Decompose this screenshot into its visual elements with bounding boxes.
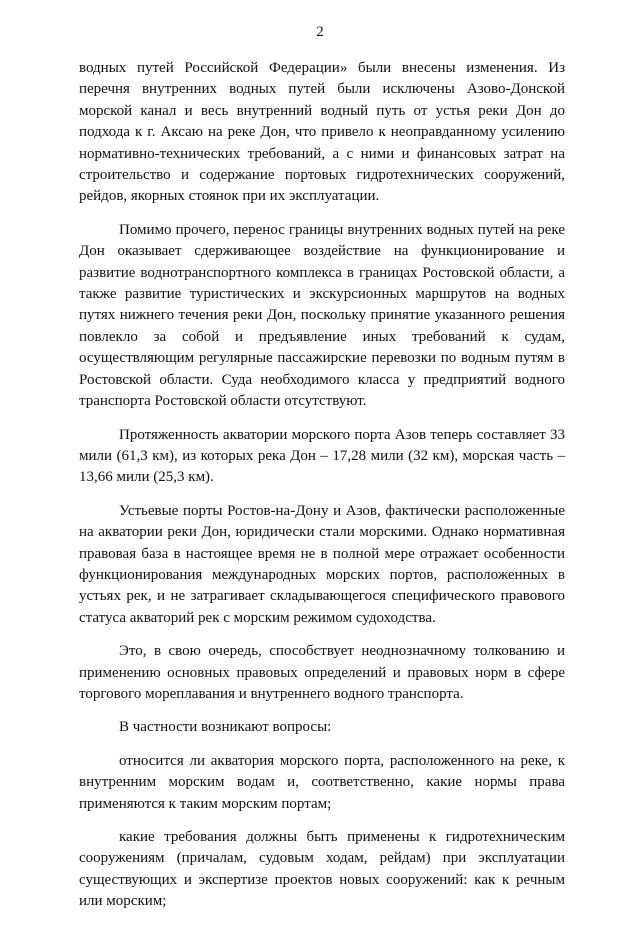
paragraph-question-1: относится ли акватория морского порта, расположенного на реке, к внутренним морским водам и, соответственно, какие нормы права применяются к таким морским портам;	[79, 752, 565, 812]
paragraph-continuation: водных путей Российской Федерации» были внесены изменения. Из перечня внутренних водных путей были исключены Азово-Донской морской канал и весь внутренний водный путь от устья реки Дон до подхода к г. Аксаю на реке Дон, что привело к неоправданному усилению нормативно-технических требований, а с ними и финансовых затрат на строительство и содержание портовых гидротехнических сооружений, рейдов, якорных стоянок при их эксплуатации.	[79, 60, 565, 205]
page-number: 2	[316, 24, 324, 40]
paragraph-questions-intro: В частности возникают вопросы:	[119, 719, 332, 736]
paragraph-estuary-ports: Устьевые порты Ростов-на-Дону и Азов, фактически расположенные на акватории реки Дон, юридически стали морскими. Однако нормативная правовая база в настоящее время не в полной мере отражает особенности функционирования международных морских портов, расположенных в устьях рек, и не затрагивает складывающегося специфического правового статуса акваторий рек с морским режимом судоходства.	[79, 502, 565, 626]
paragraph-question-2: какие требования должны быть применены к гидротехническим сооружениям (причалам, судовым ходам, рейдам) при эксплуатации существующих и экспертизе проектов новых сооружений: как к речным или морским;	[79, 829, 565, 910]
paragraph-azov-length: Протяженность акватории морского порта Азов теперь составляет 33 мили (61,3 км), из которых река Дон – 17,28 мили (32 км), морская часть – 13,66 мили (25,3 км).	[79, 426, 565, 486]
paragraph-interpretation: Это, в свою очередь, способствует неоднозначному толкованию и применению основных правовых определений и правовых норм в сфере торгового мореплавания и внутреннего водного транспорта.	[79, 643, 565, 702]
paragraph-don-border: Помимо прочего, перенос границы внутренних водных путей на реке Дон оказывает сдерживающее воздействие на функционирование и развитие воднотранспортного комплекса в границах Ростовской области, а также развитие туристических и экскурсионных маршрутов на водных путях нижнего течения реки Дон, поскольку принятие указанного решения повлекло за собой и предъявление иных требований к судам, осуществляющим регулярные пассажирские перевозки по водным путям в Ростовской области. Суда необходимого класса у предприятий водного транспорта Ростовской области отсутствуют.	[79, 221, 565, 410]
document-body	[79, 58, 565, 925]
